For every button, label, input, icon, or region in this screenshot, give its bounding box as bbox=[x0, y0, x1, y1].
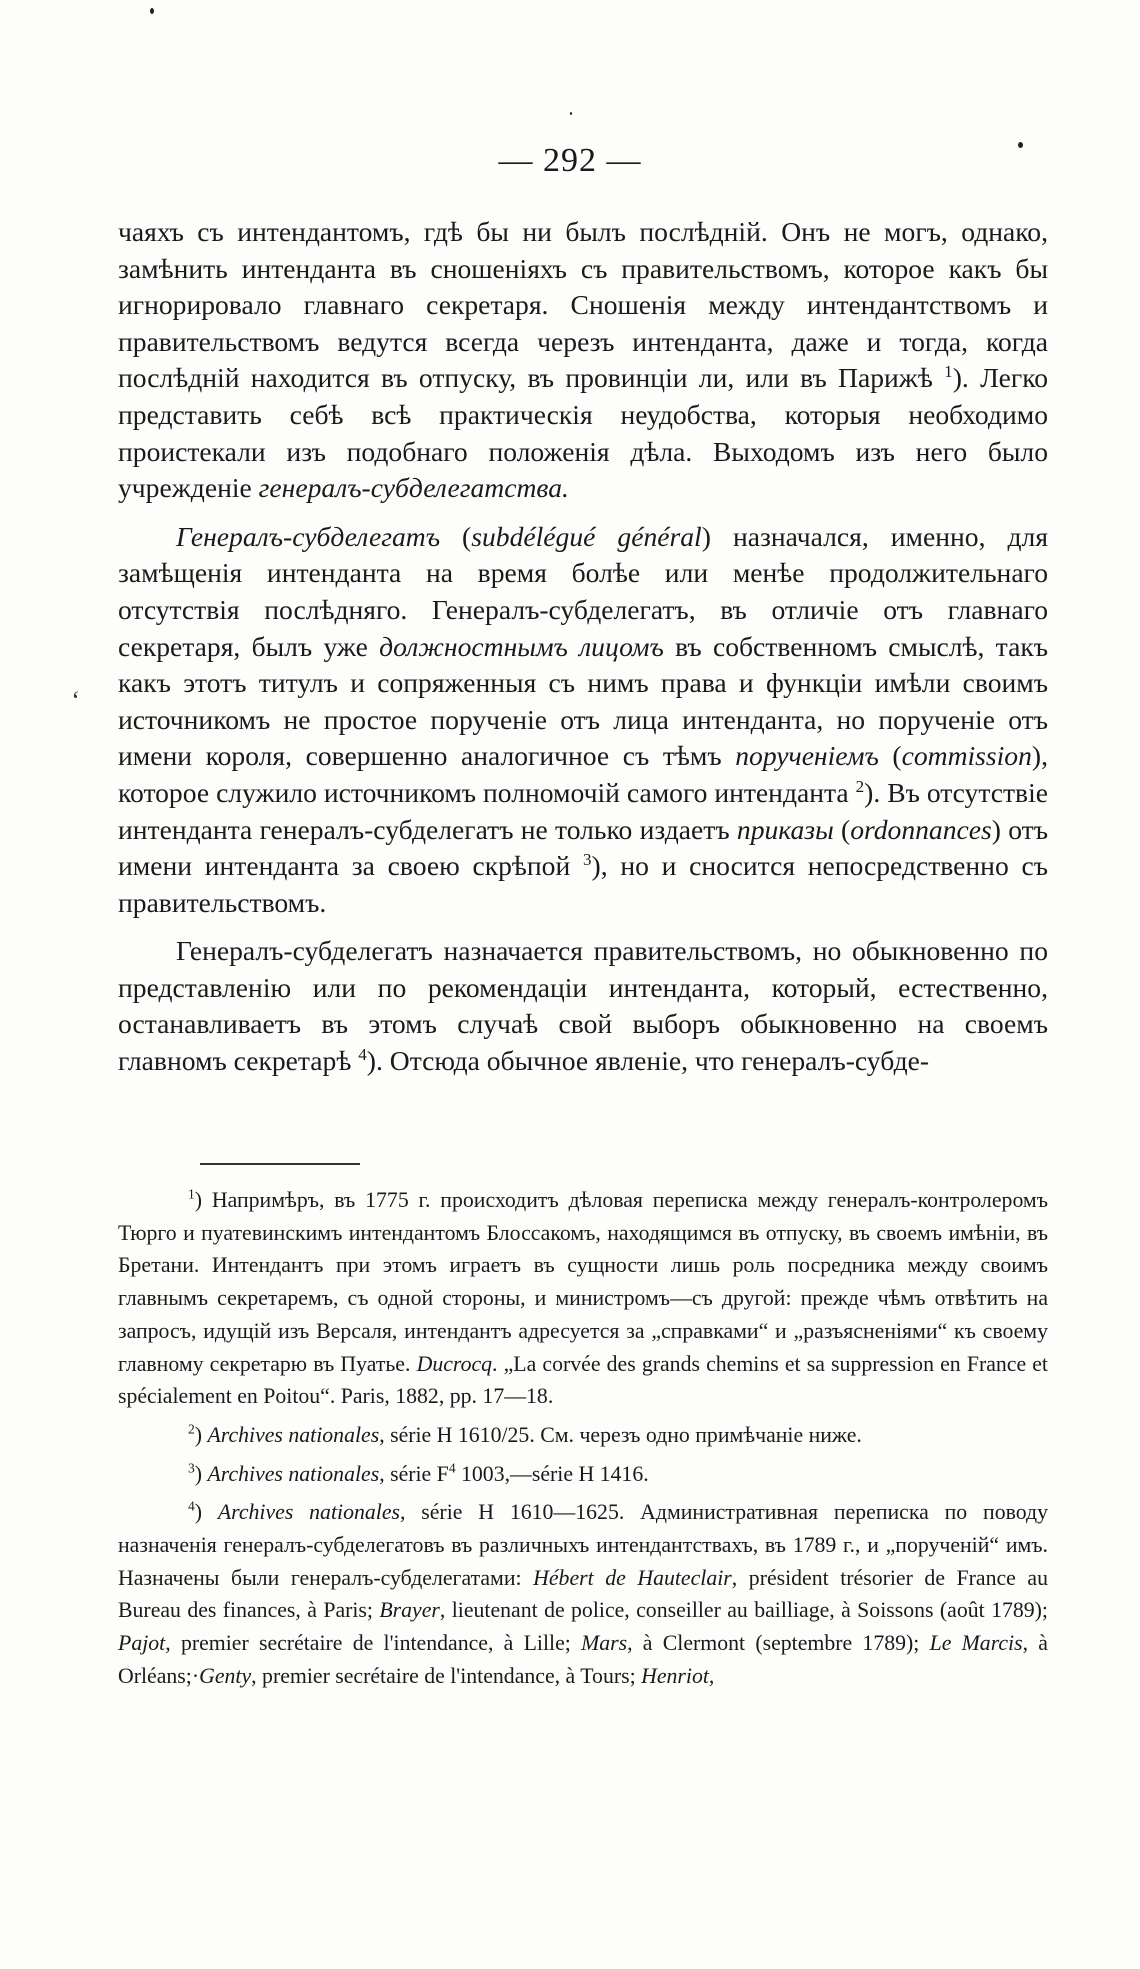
footnote-ref-4: 4 bbox=[358, 1044, 367, 1064]
footnotes bbox=[118, 1184, 1048, 1693]
footnote-3: $^3$) Archives nationales, série $F^4$ 1003,—série H 1416. bbox=[188, 1460, 649, 1486]
paragraph-1: чаяхъ съ интендантомъ, гдѣ бы ни былъ послѣдній. Онъ не могъ, однако, замѣнить интенданта въ сношеніяхъ съ правительствомъ, которое какъ бы игнорировало главнаго секретаря. Сношенія между интендантствомъ и правительствомъ ведутся всегда черезъ интенданта, даже и тогда, когда послѣдній находится въ отпуску, въ провинціи ли, или въ Парижѣ $^1$). Легко представить себѣ всѣ практическія неудобства, которыя необходимо проистекали изъ подобнаго положенія дѣла. Выходомъ изъ него было учрежденіе генералъ-субделегатства. bbox=[118, 216, 1049, 504]
footnote-separator bbox=[200, 1163, 360, 1165]
ink-speck bbox=[150, 8, 154, 14]
footnote-1: $^1$) Напримѣръ, въ 1775 г. происходитъ дѣловая переписка между генералъ-контролеромъ Тюрго и пуатевинскимъ интендантомъ Блоссакомъ, находящимся въ отпуску, въ своемъ имѣніи, въ Бретани. Интендантъ при этомъ играетъ въ сущности лишь роль посредника между своимъ главнымъ секретаремъ, съ одной стороны, и министромъ—съ другой: прежде чѣмъ отвѣтить на запросъ, идущій изъ Версаля, интендантъ адресуется за „справками“ и „разъясненіями“ къ своему главному секретарю въ Пуатье. Ducrocq. „La corvée des grands chemins et sa suppression en France et spécialement en Poitou“. Paris, 1882, pp. 17—18. bbox=[118, 1186, 1048, 1409]
footnote-ref-1: 1 bbox=[944, 362, 953, 382]
footnote-2: $^2$) Archives nationales, série H 1610/25. См. черезъ одно примѣчаніе ниже. bbox=[188, 1421, 862, 1447]
paragraph-2: Генералъ-субделегатъ (subdélégué général) назначался, именно, для замѣщенія интенданта на время болѣе или менѣе продолжительнаго отсутствія послѣдняго. Генералъ-субделегатъ, въ отличіе отъ главнаго секретаря, былъ уже должностнымъ лицомъ въ собственномъ смыслѣ, такъ какъ этотъ титулъ и сопряженныя съ нимъ права и функціи имѣли своимъ источникомъ не простое порученіе отъ лица интенданта, но порученіе отъ имени короля, совершенно аналогичное съ тѣмъ порученіемъ (commission), которое служило источникомъ полномочій самого интенданта $^2$). Въ отсутствіе интенданта генералъ-субделегатъ не только издаетъ приказы (ordonnances) отъ имени интенданта за своею скрѣпой $^3$), но и сносится непосредственно съ правительствомъ. bbox=[118, 520, 1049, 918]
footnote-ref-2: 2 bbox=[855, 776, 865, 796]
footnote-4: $^4$) Archives nationales, série H 1610—1625. Административная переписка по поводу назначенія генералъ-субделегатовъ въ различныхъ интендантствахъ, въ 1789 г., и „порученій“ имъ. Назначены были генералъ-субделегатами: Hébert de Hauteclair, président trésorier de France au Bureau des finances, à Paris; Brayer, lieutenant de police, conseiller au bailliage, à Soissons (août 1789); Pajot, premier secrétaire de l'intendance, à Lille; Mars, à Clermont (septembre 1789); Le Marcis, à Orléans;·Genty, premier secrétaire de l'intendance, à Tours; Henriot, bbox=[118, 1499, 1049, 1688]
footnote-ref-3: 3 bbox=[582, 849, 592, 869]
ink-speck bbox=[570, 112, 572, 115]
page-number: — 292 — bbox=[498, 142, 642, 179]
paragraph-3: Генералъ-субделегатъ назначается правительствомъ, но обыкновенно по представленію или по рекомендаціи интенданта, который, естественно, останавливаетъ въ этомъ случаѣ свой выборъ обыкновенно на своемъ главномъ секретарѣ $^4$). Отсюда обычное явленіе, что генералъ-субде- bbox=[118, 935, 1048, 1077]
margin-mark: ʻ bbox=[70, 686, 79, 715]
main-text bbox=[118, 214, 1048, 1080]
